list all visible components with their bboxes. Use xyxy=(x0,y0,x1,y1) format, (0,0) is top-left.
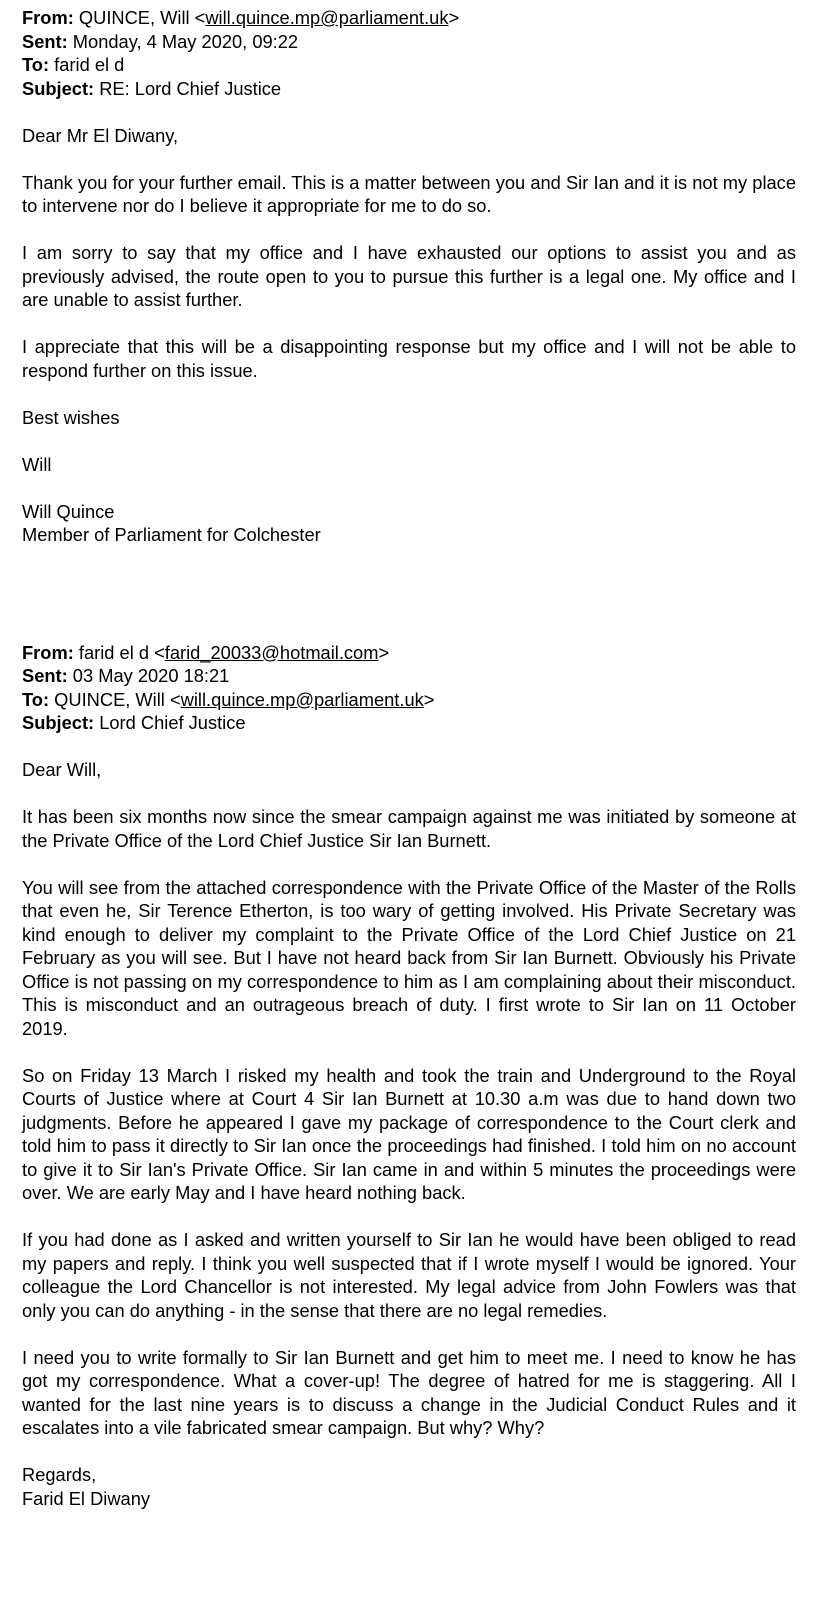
reply-short-sign: Will xyxy=(22,453,52,475)
section-spacer xyxy=(22,547,796,641)
original-from-line: From: farid el d <farid_20033@hotmail.com> xyxy=(22,641,390,663)
reply-from-line: From: QUINCE, Will <will.quince.mp@parliament.uk> xyxy=(22,7,460,28)
signature-name: Will Quince xyxy=(22,500,115,522)
original-paragraph: It has been six months now since the smear campaign against me was initiated by someone at the Private Office of the Lord Chief Justice Sir Ian Burnett. xyxy=(22,806,796,851)
reply-subject-line xyxy=(22,77,796,101)
reply-salutation: Dear Mr El Diwany, xyxy=(22,124,179,146)
sent-value: Monday, 4 May 2020, 09:22 xyxy=(72,30,299,52)
from-name: farid el d xyxy=(78,641,150,663)
original-closing: Regards, xyxy=(22,1464,97,1485)
signature-title: Member of Parliament for Colchester xyxy=(22,524,321,545)
subject-label: Subject: xyxy=(22,77,95,99)
original-paragraph: You will see from the attached correspondence with the Private Office of the Master of the Rolls that even he, Sir Terence Etherton, is too wary of getting involved. His Private Secretary was kind enough to deliver my complaint to the Private Office of the Lord Chief Justice on 21 February as you will see. But I have not heard back from Sir Ian Burnett. Obviously his Private Office is not passing on my correspondence to him as I am complaining about their misconduct. This is misconduct and an outrageous breach of duty. I first wrote to Sir Ian on 11 October 2019. xyxy=(22,876,796,1039)
from-name: QUINCE, Will xyxy=(78,7,190,28)
original-to-line: To: QUINCE, Will <will.quince.mp@parliament.uk> xyxy=(22,688,435,710)
to-value: farid el d xyxy=(54,54,125,75)
original-sent-line xyxy=(22,664,796,688)
reply-paragraph: Thank you for your further email. This is a matter between you and Sir Ian and it is not my place to intervene nor do I believe it appropriate for me to do so. xyxy=(22,171,796,216)
reply-signature xyxy=(22,500,796,547)
sent-label: Sent: xyxy=(22,665,68,686)
subject-value: RE: Lord Chief Justice xyxy=(99,77,282,99)
to-name: QUINCE, Will xyxy=(54,688,165,710)
reply-sent-line xyxy=(22,30,796,54)
to-label: To: xyxy=(22,54,50,75)
original-paragraph: So on Friday 13 March I risked my health and took the train and Underground to the Royal Courts of Justice where at Court 4 Sir Ian Burnett at 10.30 a.m was due to hand down two judgments. Before he appeared I gave my package of correspondence to the Court clerk and told him to pass it directly to Sir Ian once the proceedings had finished. I told him on no account to give it to Sir Ian's Private Office. Sir Ian came in and within 5 minutes the proceedings were over. We are early May and I have heard nothing back. xyxy=(22,1064,796,1203)
original-signature xyxy=(22,1463,796,1510)
original-paragraph: If you had done as I asked and written yourself to Sir Ian he would have been obliged to read my papers and reply. I think you well suspected that if I wrote myself I would be ignored. Your colleague the Lord Chancellor is not interested. My legal advice from John Fowlers was that only you can do anything - in the sense that there are no legal remedies. xyxy=(22,1229,796,1321)
to-label: To: xyxy=(22,688,50,710)
from-label: From: xyxy=(22,641,74,663)
original-header xyxy=(22,641,796,735)
email-document xyxy=(22,6,796,1510)
subject-label: Subject: xyxy=(22,712,95,733)
sent-label: Sent: xyxy=(22,30,68,52)
subject-value: Lord Chief Justice xyxy=(99,712,246,733)
original-subject-line xyxy=(22,711,796,735)
reply-closing: Best wishes xyxy=(22,406,120,428)
signature-name: Farid El Diwany xyxy=(22,1487,151,1509)
to-email-link[interactable]: will.quince.mp@parliament.uk xyxy=(180,688,424,710)
from-label: From: xyxy=(22,7,74,28)
from-email-link[interactable]: will.quince.mp@parliament.uk xyxy=(205,7,449,28)
reply-paragraph: I appreciate that this will be a disappointing response but my office and I will not be able to respond further on this issue. xyxy=(22,336,796,381)
reply-header xyxy=(22,6,796,100)
from-email-link[interactable]: farid_20033@hotmail.com xyxy=(164,641,379,663)
sent-value: 03 May 2020 18:21 xyxy=(72,665,230,686)
original-salutation: Dear Will, xyxy=(22,759,102,780)
reply-paragraph: I am sorry to say that my office and I have exhausted our options to assist you and as previously advised, the route open to you to pursue this further is a legal one. My office and I are unable to assist further. xyxy=(22,242,796,310)
reply-to-line xyxy=(22,53,796,77)
original-paragraph: I need you to write formally to Sir Ian Burnett and get him to meet me. I need to know he has got my correspondence. What a cover-up! The degree of hatred for me is staggering. All I wanted for the last nine years is to discuss a change in the Judicial Conduct Rules and it escalates into a vile fabricated smear campaign. But why? Why? xyxy=(22,1346,796,1438)
